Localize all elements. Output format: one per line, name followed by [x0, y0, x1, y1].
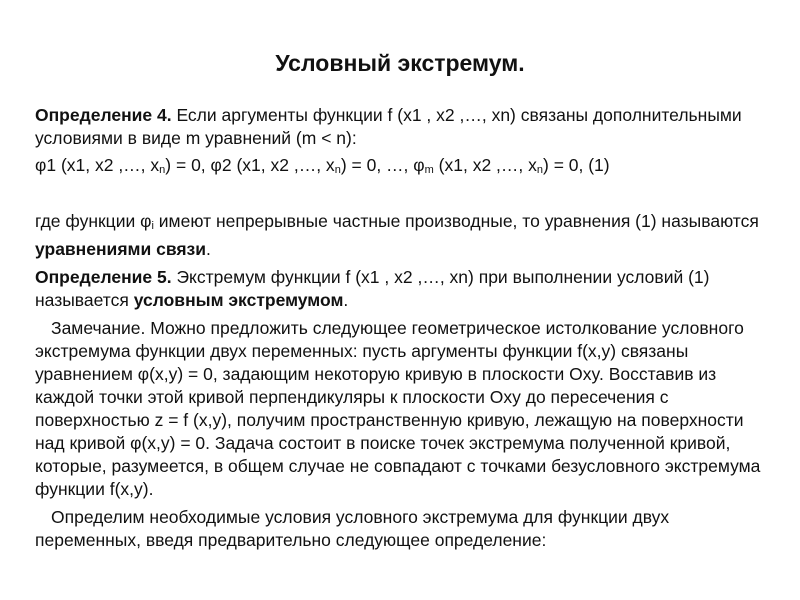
definition-5-end: . — [343, 290, 349, 310]
definition-5 — [35, 266, 770, 312]
where-part-2: имеют непрерывные частные производные, то уравнения (1) называются — [153, 211, 759, 231]
definition-4-text: Если аргументы функции f (x1 , x2 ,…, xn) связаны дополнительными условиями в виде m уравнений (m < n): — [35, 105, 742, 148]
definition-5-text: Экстремум функции f (x1 , x2 ,…, xn) при выполнении условий (1) называется — [35, 267, 710, 310]
equation-subscript-3: m — [424, 164, 434, 176]
equation-subscript-4: n — [536, 164, 543, 176]
equation-subscript-1: n — [159, 164, 166, 176]
equation-subscript-2: n — [334, 164, 341, 176]
term-constraint-equations: уравнениями связи — [35, 239, 207, 259]
constraint-description — [35, 210, 770, 261]
where-part-3: . — [206, 239, 211, 259]
closing-paragraph: Определим необходимые условия условного экстремума для функции двух переменных, введя предварительно следующее определение: — [35, 507, 670, 550]
constraint-equations — [35, 154, 770, 182]
term-conditional-extremum: условным экстремумом — [133, 290, 344, 310]
definition-4-label: Определение 4. — [35, 105, 172, 125]
equation-part-5: ) = 0, (1) — [543, 155, 610, 175]
remark-paragraph: Замечание. Можно предложить следующее геометрическое истолкование условного экстремума функции двух переменных: пусть аргументы функции f(x,y) связаны уравнением φ(x,y) = 0, задающим некоторую кривую в плоскости Oxy. Восставив из каждой точки этой кривой перпендикуляры к плоскости Oxy до пересечения с поверхностью z = f (x,y), получим пространственную кривую, лежащую на поверхности над кривой φ(x,y) = 0. Задача состоит в поиске точек экстремума полученной кривой, которые, разумеется, в общем случае не совпадают с точками безусловного экстремума функции f(x,y). — [35, 318, 761, 499]
equation-part-1: φ1 (x1, x2 ,…, x — [35, 155, 160, 175]
equation-part-4: (x1, x2 ,…, x — [433, 155, 537, 175]
slide-title: Условный экстремум. — [275, 50, 525, 76]
where-part-1: где функции φ — [35, 211, 152, 231]
equation-part-2: ) = 0, φ2 (x1, x2 ,…, x — [165, 155, 335, 175]
definition-5-label: Определение 5. — [35, 267, 172, 287]
where-subscript: i — [151, 220, 154, 232]
definition-4 — [35, 104, 770, 150]
equation-part-3: ) = 0, …, φ — [340, 155, 425, 175]
slide-body — [35, 104, 770, 552]
